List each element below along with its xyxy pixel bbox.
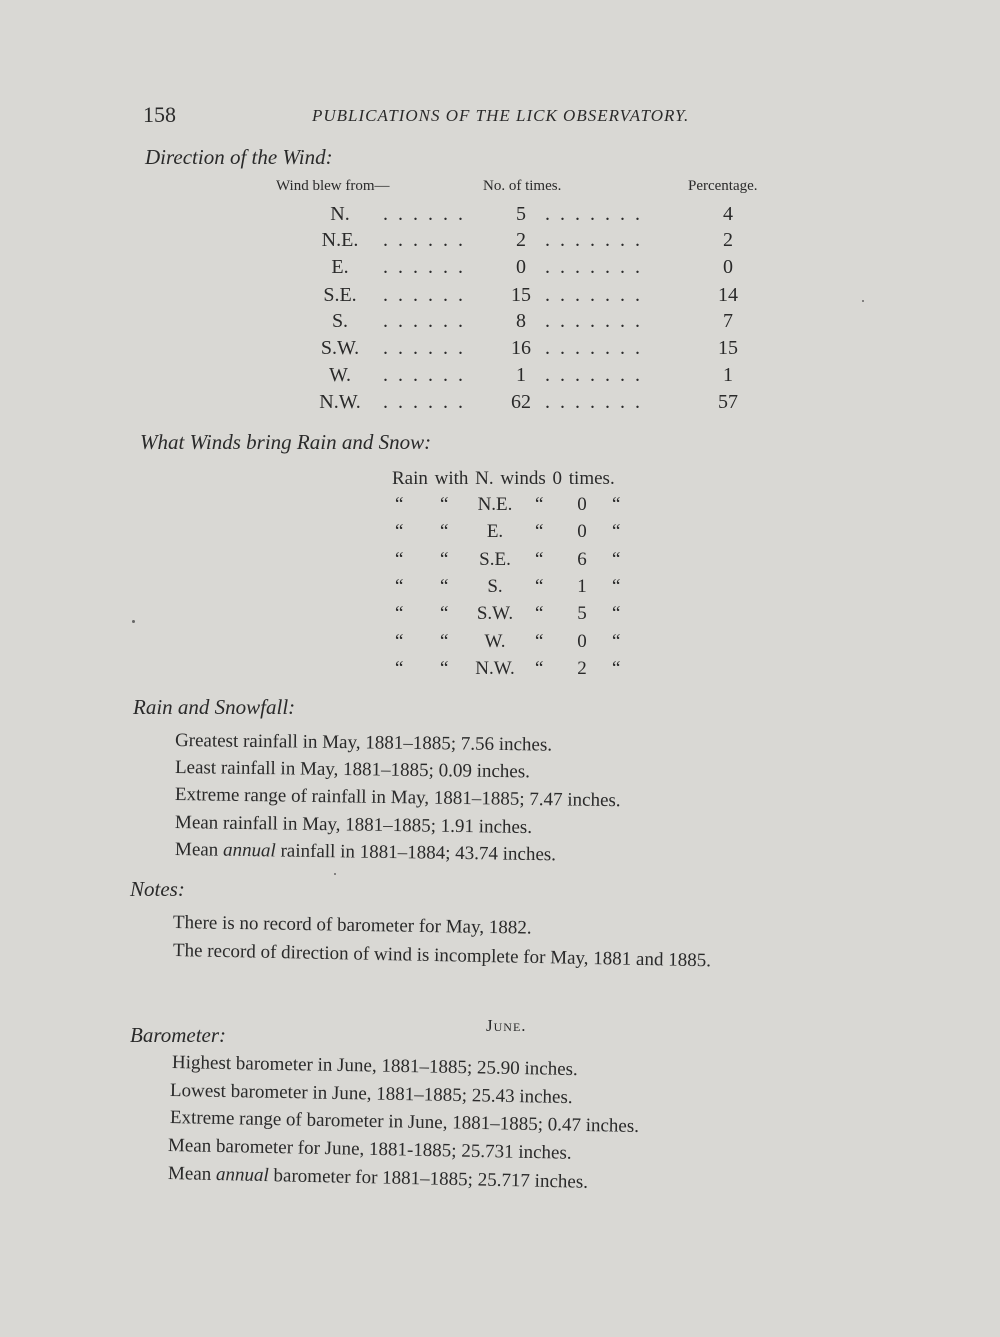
ditto-mark: “	[612, 576, 621, 597]
rain-dir: N.E.	[477, 494, 513, 515]
rain-times: 1	[577, 576, 587, 597]
leader-dots: ......	[383, 203, 473, 225]
barometer-annual-word: annual	[215, 1164, 270, 1187]
leader-dots: .......	[545, 203, 650, 225]
leader-dots: ......	[383, 310, 473, 332]
rainfall-annual-word: annual	[222, 839, 276, 862]
rainfall-line: Least rainfall in May, 1881–1885; 0.09 inches.	[174, 757, 531, 783]
wind-heading: Direction of the Wind:	[145, 145, 333, 169]
page-number: 158	[143, 102, 176, 127]
ditto-mark: “	[612, 521, 621, 542]
ditto-mark: “	[395, 603, 404, 624]
note-line: There is no record of barometer for May, 1882.	[172, 912, 532, 939]
rain-dir: S.W.	[476, 603, 514, 624]
wind-times: 1	[516, 364, 526, 386]
ditto-mark: “	[440, 603, 449, 624]
rain-dir: E.	[486, 521, 504, 542]
rain-dir: N.W.	[475, 658, 515, 679]
wind-dir: N.	[330, 203, 350, 225]
rain-row	[0, 658, 1000, 686]
wind-pct: 15	[718, 337, 738, 359]
ditto-mark: “	[535, 576, 544, 597]
paper-speck	[132, 620, 135, 623]
rainfall-heading: Rain and Snowfall:	[133, 695, 296, 719]
ditto-mark: “	[612, 494, 621, 515]
ditto-mark: “	[535, 658, 544, 679]
ditto-mark: “	[395, 549, 404, 570]
wind-dir: S.W.	[320, 337, 360, 359]
leader-dots: ......	[383, 337, 473, 359]
rainfall-line: Greatest rainfall in May, 1881–1885; 7.56 inches.	[174, 730, 553, 756]
wind-row	[0, 364, 1000, 392]
note-line: The record of direction of wind is incomplete for May, 1881 and 1885.	[172, 940, 712, 972]
wind-row	[0, 256, 1000, 284]
rain-times: 6	[577, 549, 587, 570]
leader-dots: .......	[545, 229, 650, 251]
rainfall-line: Mean rainfall in May, 1881–1885; 1.91 inches.	[174, 812, 533, 838]
rain-winds-heading: What Winds bring Rain and Snow:	[140, 430, 432, 454]
ditto-mark: “	[395, 521, 404, 542]
leader-dots: ......	[383, 391, 473, 413]
wind-times: 8	[516, 310, 526, 332]
barometer-line: Extreme range of barometer in June, 1881–1885; 0.47 inches.	[169, 1107, 640, 1138]
rain-row	[0, 631, 1000, 659]
wind-pct: 1	[723, 364, 733, 386]
rain-dir: S.E.	[479, 549, 511, 570]
rain-times: 0	[577, 494, 587, 515]
wind-row	[0, 229, 1000, 257]
wind-col-pct: Percentage.	[688, 178, 758, 194]
wind-row	[0, 284, 1000, 312]
leader-dots: .......	[545, 364, 650, 386]
wind-pct: 4	[723, 203, 733, 225]
wind-pct: 57	[718, 391, 738, 413]
barometer-line: Highest barometer in June, 1881–1885; 25.90 inches.	[171, 1052, 578, 1081]
leader-dots: .......	[545, 337, 650, 359]
ditto-mark: “	[612, 603, 621, 624]
ditto-mark: “	[535, 631, 544, 652]
wind-times: 62	[511, 391, 531, 413]
rain-row	[0, 521, 1000, 549]
wind-times: 16	[511, 337, 531, 359]
leader-dots: ......	[383, 364, 473, 386]
rainfall-annual-prefix: Mean	[174, 839, 224, 861]
ditto-mark: “	[535, 603, 544, 624]
ditto-mark: “	[535, 494, 544, 515]
wind-dir: W.	[328, 364, 352, 386]
leader-dots: ......	[383, 256, 473, 278]
paper-speck	[862, 300, 864, 302]
leader-dots: .......	[545, 284, 650, 306]
barometer-line: Mean barometer for June, 1881-1885; 25.731 inches.	[167, 1135, 572, 1164]
rainfall-annual-suffix: rainfall in 1881–1884; 43.74 inches.	[275, 840, 557, 866]
ditto-mark: “	[440, 521, 449, 542]
wind-row	[0, 310, 1000, 338]
ditto-mark: “	[395, 494, 404, 515]
rain-times: 0	[577, 521, 587, 542]
rain-times: 5	[577, 603, 587, 624]
paper-speck	[334, 873, 336, 875]
ditto-mark: “	[395, 631, 404, 652]
ditto-mark: “	[440, 576, 449, 597]
ditto-mark: “	[440, 549, 449, 570]
ditto-mark: “	[612, 658, 621, 679]
rainfall-line: Extreme range of rainfall in May, 1881–1885; 7.47 inches.	[174, 784, 621, 812]
leader-dots: ......	[383, 229, 473, 251]
wind-dir: N.W.	[319, 391, 361, 413]
rain-row	[0, 603, 1000, 631]
wind-times: 0	[516, 256, 526, 278]
barometer-annual-suffix: barometer for 1881–1885; 25.717 inches.	[268, 1165, 589, 1193]
rain-row	[0, 494, 1000, 522]
running-head: PUBLICATIONS OF THE LICK OBSERVATORY.	[312, 106, 690, 125]
wind-times: 15	[511, 284, 531, 306]
ditto-mark: “	[612, 549, 621, 570]
ditto-mark: “	[612, 631, 621, 652]
leader-dots: .......	[545, 391, 650, 413]
ditto-mark: “	[535, 549, 544, 570]
wind-dir: N.E.	[321, 229, 359, 251]
rain-row	[0, 549, 1000, 577]
wind-row	[0, 391, 1000, 419]
barometer-annual-line	[168, 1163, 588, 1194]
rain-dir: S.	[487, 576, 503, 597]
ditto-mark: “	[395, 658, 404, 679]
wind-pct: 7	[723, 310, 733, 332]
ditto-mark: “	[440, 631, 449, 652]
rain-dir: W.	[484, 631, 506, 652]
wind-row	[0, 203, 1000, 231]
barometer-heading: Barometer:	[130, 1023, 227, 1047]
wind-col-times: No. of times.	[483, 178, 562, 194]
leader-dots: ......	[383, 284, 473, 306]
ditto-mark: “	[395, 576, 404, 597]
ditto-mark: “	[440, 658, 449, 679]
month-title: June.	[486, 1016, 527, 1035]
wind-pct: 0	[723, 256, 733, 278]
wind-pct: 14	[718, 284, 738, 306]
rain-winds-first-line: Rain with N. winds 0 times.	[392, 468, 615, 489]
wind-pct: 2	[723, 229, 733, 251]
notes-heading: Notes:	[130, 877, 185, 901]
ditto-mark: “	[535, 521, 544, 542]
wind-dir: S.	[331, 310, 349, 332]
barometer-annual-prefix: Mean	[167, 1163, 217, 1186]
leader-dots: .......	[545, 256, 650, 278]
barometer-line: Lowest barometer in June, 1881–1885; 25.43 inches.	[169, 1080, 573, 1109]
wind-dir: E.	[331, 256, 349, 278]
wind-dir: S.E.	[323, 284, 357, 306]
wind-row	[0, 337, 1000, 365]
rain-times: 2	[577, 658, 587, 679]
rain-times: 0	[577, 631, 587, 652]
rain-row	[0, 576, 1000, 604]
leader-dots: .......	[545, 310, 650, 332]
wind-times: 2	[516, 229, 526, 251]
wind-col-from: Wind blew from—	[276, 178, 390, 194]
wind-times: 5	[516, 203, 526, 225]
rainfall-annual-line	[175, 839, 556, 866]
ditto-mark: “	[440, 494, 449, 515]
